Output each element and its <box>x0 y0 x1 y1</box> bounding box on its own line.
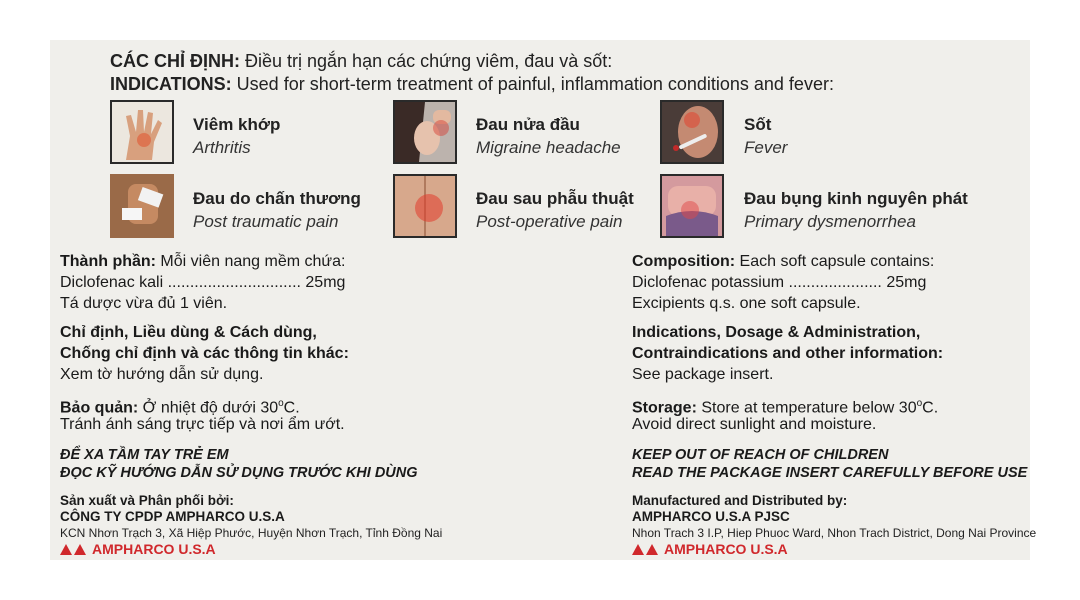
indications-vi-line <box>110 50 612 72</box>
en-warning-read: READ THE PACKAGE INSERT CAREFULLY BEFORE USE <box>632 465 1028 481</box>
vi-warning-read: ĐỌC KỸ HƯỚNG DẪN SỬ DỤNG TRƯỚC KHI DÙNG <box>60 465 418 481</box>
vi-ingredient: Diclofenac kali .............................. 25mg <box>60 274 346 291</box>
indications-en-line <box>110 73 834 95</box>
vi-address: KCN Nhơn Trạch 3, Xã Hiệp Phước, Huyện Nhơn Trạch, Tỉnh Đồng Nai <box>60 526 443 540</box>
en-mfg-label: Manufactured and Distributed by: <box>632 493 848 508</box>
condition-postop-en: Post-operative pain <box>476 212 623 231</box>
en-composition <box>632 252 934 273</box>
condition-fever-en: Fever <box>744 138 788 157</box>
en-composition-text: Each soft capsule contains: <box>735 253 935 270</box>
en-brand <box>632 541 788 557</box>
vi-see-insert: Xem tờ hướng dẫn sử dụng. <box>60 366 264 383</box>
condition-arthritis-vi: Viêm khớp <box>193 115 281 134</box>
injury-icon <box>110 174 174 238</box>
abdomen-pain-icon <box>660 174 724 238</box>
ampharco-logo-icon <box>60 544 86 555</box>
arthritis-hand-icon <box>110 100 174 164</box>
condition-dysmenorrhea-vi: Đau bụng kinh nguyên phát <box>744 189 968 208</box>
en-excipient: Excipients q.s. one soft capsule. <box>632 295 861 312</box>
fever-thermometer-icon <box>660 100 724 164</box>
migraine-icon <box>393 100 457 164</box>
surgery-back-icon <box>393 174 457 238</box>
indications-vi-text: Điều trị ngắn hạn các chứng viêm, đau và sốt: <box>240 51 613 71</box>
en-storage-2: Avoid direct sunlight and moisture. <box>632 416 877 433</box>
condition-arthritis-en: Arthritis <box>193 138 251 157</box>
condition-fever-vi: Sốt <box>744 115 772 134</box>
indications-en-text: Used for short-term treatment of painful, inflammation conditions and fever: <box>231 74 834 94</box>
en-address: Nhon Trach 3 I.P, Hiep Phuoc Ward, Nhon Trach District, Dong Nai Province <box>632 526 1037 540</box>
vi-brand-name: AMPHARCO U.S.A <box>92 541 216 557</box>
indications-en-label: INDICATIONS: <box>110 74 232 94</box>
condition-dysmenorrhea-en: Primary dysmenorrhea <box>744 212 916 231</box>
vi-warning-children: ĐỂ XA TẦM TAY TRẺ EM <box>60 447 229 463</box>
en-composition-label: Composition: <box>632 253 736 270</box>
vi-excipient: Tá dược vừa đủ 1 viên. <box>60 295 228 312</box>
en-dosage-heading-1: Indications, Dosage & Administration, <box>632 324 921 341</box>
vi-mfg-label: Sản xuất và Phân phối bởi: <box>60 493 234 508</box>
en-brand-name: AMPHARCO U.S.A <box>664 541 788 557</box>
condition-migraine-vi: Đau nửa đầu <box>476 115 580 134</box>
en-ingredient: Diclofenac potassium ..................... 25mg <box>632 274 927 291</box>
vi-dosage-heading-2: Chống chỉ định và các thông tin khác: <box>60 345 349 362</box>
condition-trauma-en: Post traumatic pain <box>193 212 339 231</box>
en-warning-children: KEEP OUT OF REACH OF CHILDREN <box>632 447 889 463</box>
vi-storage-label: Bảo quản: <box>60 399 139 417</box>
indications-vi-label: CÁC CHỈ ĐỊNH: <box>110 51 240 71</box>
condition-migraine-en: Migraine headache <box>476 138 621 157</box>
vi-composition-label: Thành phần: <box>60 253 156 270</box>
en-storage: Storage: Store at temperature below 30$^o$C. <box>632 398 939 417</box>
condition-trauma-vi: Đau do chấn thương <box>193 189 361 208</box>
en-dosage-heading-2: Contraindications and other information: <box>632 345 944 362</box>
ampharco-logo-icon <box>632 544 658 555</box>
vi-storage-2: Tránh ánh sáng trực tiếp và nơi ẩm ướt. <box>60 416 345 433</box>
vi-composition <box>60 252 345 273</box>
vi-dosage-heading-1: Chỉ định, Liều dùng & Cách dùng, <box>60 324 317 341</box>
en-see-insert: See package insert. <box>632 366 774 383</box>
en-storage-label: Storage: <box>632 399 697 417</box>
condition-postop-vi: Đau sau phẫu thuật <box>476 189 634 208</box>
en-company: AMPHARCO U.S.A PJSC <box>632 509 790 524</box>
vi-storage: Bảo quản: Ở nhiệt độ dưới 30$^o$C. <box>60 398 300 417</box>
vi-brand <box>60 541 216 557</box>
vi-company: CÔNG TY CPDP AMPHARCO U.S.A <box>60 509 285 524</box>
vi-composition-text: Mỗi viên nang mềm chứa: <box>155 253 346 270</box>
